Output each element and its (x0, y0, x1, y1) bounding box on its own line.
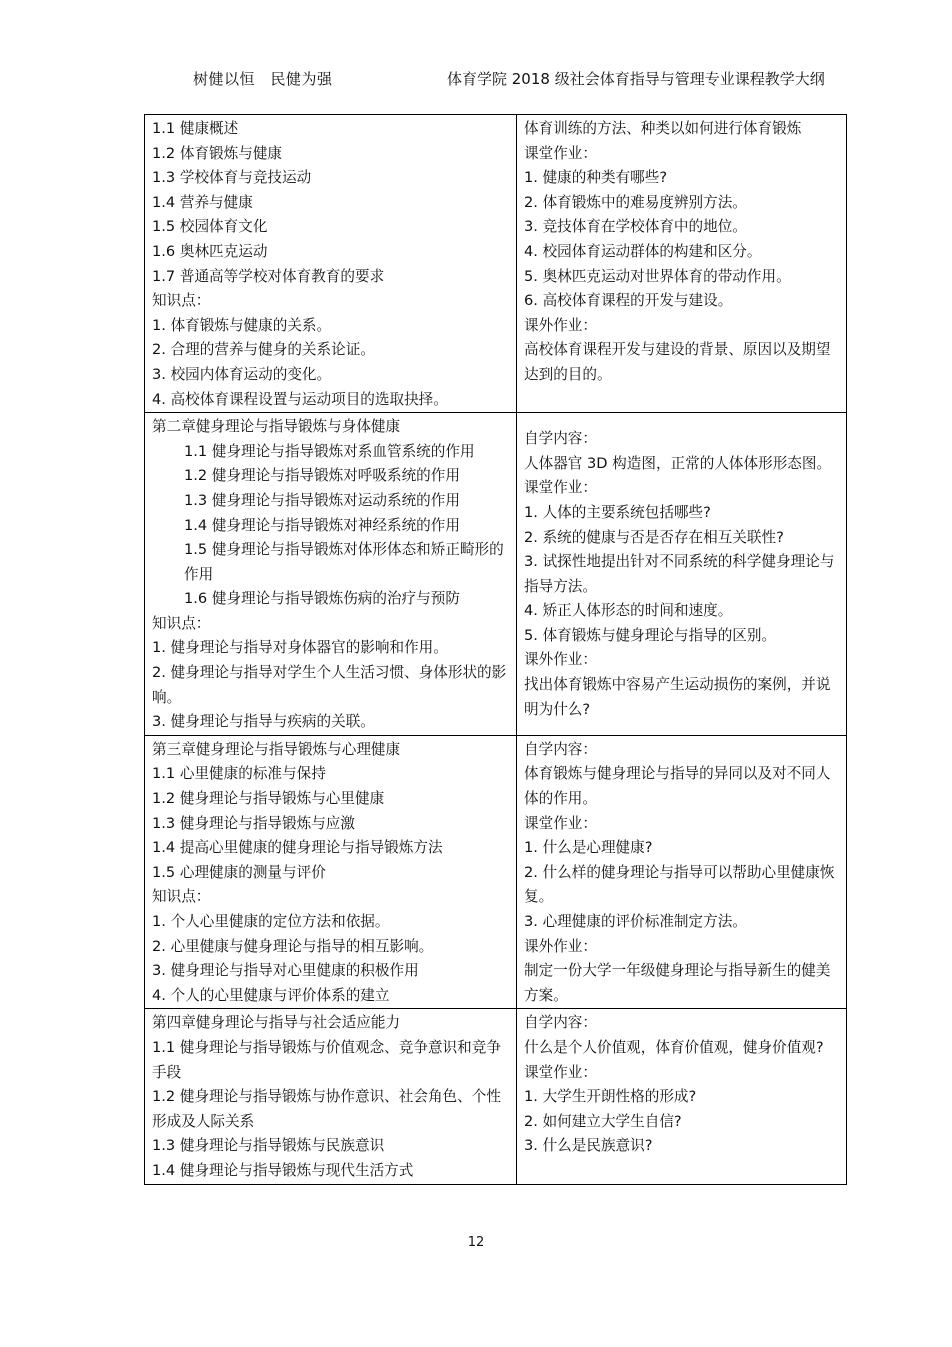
row2-left-cell (145, 413, 517, 736)
classwork-label: 课堂作业： (524, 144, 597, 162)
list-item: 1.4 健身理论与指导锻炼与现代生活方式 (152, 1161, 414, 1179)
list-item: 6. 高校体育课程的开发与建设。 (524, 292, 733, 310)
list-item: 5. 奥林匹克运动对世界体育的带动作用。 (524, 267, 791, 285)
list-item: 4. 矫正人体形态的时间和速度。 (524, 602, 733, 620)
list-item: 1.5 健身理论与指导锻炼对体形体态和矫正畸形的作用 (184, 541, 504, 583)
syllabus-table (144, 114, 847, 1185)
list-item: 1.3 健身理论与指导锻炼对运动系统的作用 (184, 491, 460, 509)
list-item: 3. 什么是民族意识? (524, 1137, 653, 1155)
list-item: 2. 系统的健康与否是否存在相互关联性? (524, 528, 784, 546)
list-item: 1.2 体育锻炼与健康 (152, 144, 283, 162)
list-item: 1.1 健身理论与指导锻炼与价值观念、竞争意识和竞争手段 (152, 1038, 501, 1081)
list-item: 2. 体育锻炼中的难易度辨别方法。 (524, 193, 747, 211)
list-item: 1.4 健身理论与指导锻炼对神经系统的作用 (184, 516, 460, 534)
table-row (145, 735, 847, 1009)
classwork-label: 课堂作业： (524, 479, 597, 497)
list-item: 1. 健身理论与指导对身体器官的影响和作用。 (152, 639, 448, 657)
list-item: 1. 人体的主要系统包括哪些? (524, 503, 711, 521)
list-item: 1.6 奥林匹克运动 (152, 242, 268, 260)
list-item: 3. 心理健康的评价标准制定方法。 (524, 913, 747, 930)
row4-left-cell (145, 1009, 517, 1184)
row3-right-cell (517, 735, 847, 1009)
list-item: 1. 体育锻炼与健康的关系。 (152, 316, 332, 334)
list-item: 3. 健身理论与指导与疾病的关联。 (152, 713, 375, 731)
list-item: 1. 健康的种类有哪些? (524, 169, 668, 187)
list-item: 1.4 提高心里健康的健身理论与指导锻炼方法 (152, 839, 443, 857)
list-item: 2. 什么样的健身理论与指导可以帮助心里健康恢复。 (524, 863, 835, 906)
list-item: 1.5 心理健康的测量与评价 (152, 863, 326, 881)
chapter-title: 第三章健身理论与指导锻炼与心理健康 (152, 740, 401, 758)
self-study-label: 自学内容： (524, 430, 597, 448)
list-item: 1.1 心里健康的标准与保持 (152, 765, 326, 783)
list-item: 2. 如何建立大学生自信? (524, 1112, 682, 1130)
knowledge-points-label: 知识点： (152, 888, 211, 906)
list-item: 1.3 健身理论与指导锻炼与民族意识 (152, 1137, 385, 1155)
classwork-label: 课堂作业： (524, 1063, 597, 1081)
list-item: 2. 合理的营养与健身的关系论证。 (152, 341, 375, 359)
list-item: 制定一份大学一年级健身理论与指导新生的健美方案。 (524, 962, 831, 1004)
list-item: 1.3 学校体育与竞技运动 (152, 169, 312, 187)
list-item: 找出体育锻炼中容易产生运动损伤的案例，并说明为什么? (524, 676, 831, 718)
header-document-title: 体育学院 2018 级社会体育指导与管理专业课程教学大纲 (447, 70, 825, 88)
list-item: 1. 什么是心理健康? (524, 839, 653, 857)
classwork-label: 课堂作业： (524, 814, 597, 832)
homework-label: 课外作业： (524, 316, 597, 334)
list-item: 1. 大学生开朗性格的形成? (524, 1088, 697, 1106)
homework-label: 课外作业： (524, 651, 597, 669)
row4-right-cell (517, 1009, 847, 1184)
list-item: 什么是个人价值观，体育价值观，健身价值观? (524, 1038, 824, 1056)
list-item: 1.2 健身理论与指导锻炼与协作意识、社会角色、个性形成及人际关系 (152, 1088, 501, 1130)
list-item: 2. 心里健康与健身理论与指导的相互影响。 (152, 937, 434, 955)
chapter-title: 第四章健身理论与指导与社会适应能力 (152, 1014, 401, 1032)
table-row (145, 115, 847, 413)
header-motto: 树健以恒 民健为强 (193, 70, 333, 88)
self-study-label: 自学内容： (524, 1014, 597, 1032)
list-item: 2. 健身理论与指导对学生个人生活习惯、身体形状的影响。 (152, 664, 507, 706)
list-item: 1.3 健身理论与指导锻炼与应激 (152, 814, 355, 832)
list-item: 4. 校园体育运动群体的构建和区分。 (524, 242, 762, 260)
list-item: 1.1 健康概述 (152, 120, 239, 137)
self-study-label: 自学内容： (524, 740, 597, 758)
list-item: 3. 校园内体育运动的变化。 (152, 365, 332, 383)
row2-right-cell (517, 413, 847, 736)
row1-right-cell (517, 115, 847, 413)
knowledge-points-label: 知识点： (152, 292, 211, 310)
list-item: 1. 个人心里健康的定位方法和依据。 (152, 913, 390, 930)
table-row (145, 1009, 847, 1184)
list-item: 1.7 普通高等学校对体育教育的要求 (152, 267, 385, 285)
list-item: 1.2 健身理论与指导锻炼对呼吸系统的作用 (184, 467, 460, 485)
list-item: 体育训练的方法、种类以如何进行体育锻炼 (524, 120, 802, 137)
list-item: 3. 健身理论与指导对心里健康的积极作用 (152, 962, 419, 980)
list-item: 1.4 营养与健康 (152, 193, 253, 211)
list-item: 1.5 校园体育文化 (152, 218, 268, 236)
row3-left-cell (145, 735, 517, 1009)
table-row (145, 413, 847, 736)
list-item: 3. 竞技体育在学校体育中的地位。 (524, 218, 747, 236)
list-item: 4. 个人的心里健康与评价体系的建立 (152, 986, 390, 1004)
chapter-title: 第二章健身理论与指导锻炼与身体健康 (152, 418, 401, 436)
list-item: 1.6 健身理论与指导锻炼伤病的治疗与预防 (184, 590, 460, 608)
list-item: 3. 试探性地提出针对不同系统的科学健身理论与指导方法。 (524, 553, 835, 595)
list-item: 4. 高校体育课程设置与运动项目的选取抉择。 (152, 390, 448, 408)
knowledge-points-label: 知识点： (152, 614, 211, 632)
list-item: 5. 体育锻炼与健身理论与指导的区别。 (524, 626, 777, 644)
list-item: 人体器官 3D 构造图，正常的人体体形形态图。 (524, 454, 832, 472)
page-number: 12 (467, 1235, 485, 1250)
list-item: 1.1 健身理论与指导锻炼对系血管系统的作用 (184, 442, 475, 460)
homework-label: 课外作业： (524, 937, 597, 955)
row1-left-cell (145, 115, 517, 413)
list-item: 1.2 健身理论与指导锻炼与心里健康 (152, 790, 385, 808)
list-item: 体育锻炼与健身理论与指导的异同以及对不同人体的作用。 (524, 765, 831, 808)
list-item: 高校体育课程开发与建设的背景、原因以及期望达到的目的。 (524, 341, 831, 383)
